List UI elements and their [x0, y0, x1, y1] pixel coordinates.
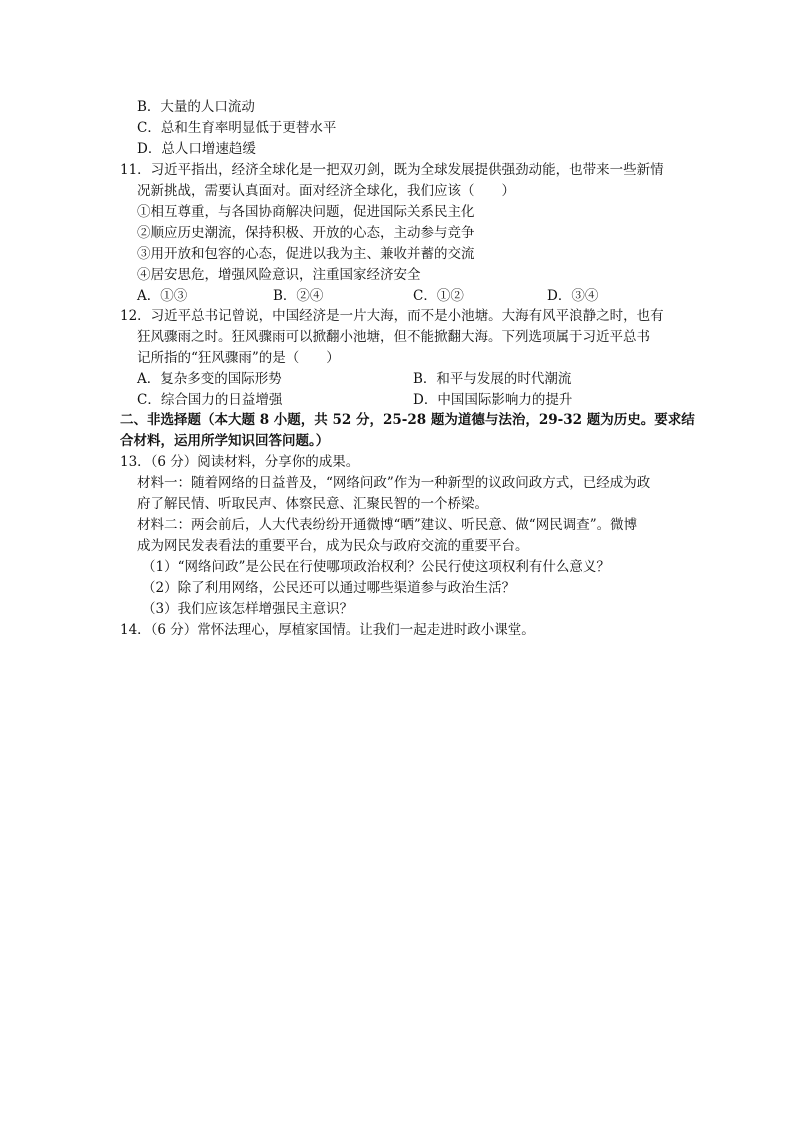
q11-option-d: D．③④: [547, 288, 599, 304]
q13-material-1-line-2: 府了解民情、听取民声、体察民意、汇聚民智的一个桥梁。: [137, 496, 488, 512]
q11-option-c: C．①②: [413, 288, 464, 304]
q12-option-b: B．和平与发展的时代潮流: [413, 371, 572, 387]
q12-option-a: A．复杂多变的国际形势: [137, 371, 282, 387]
q12-stem-line-3: 记所指的“狂风骤雨”的是（ ）: [137, 350, 340, 366]
q11-stem-line-2: 况新挑战，需要认真面对。面对经济全球化，我们应该（ ）: [137, 183, 515, 199]
q13-subquestion-1: （1）“网络问政”是公民在行使哪项政治权利？公民行使这项权利有什么意义？: [142, 559, 610, 575]
q11-item-2: ②顺应历史潮流，保持积极、开放的心态，主动参与竞争: [137, 225, 475, 241]
q11-item-1: ①相互尊重，与各国协商解决问题，促进国际关系民主化: [137, 204, 475, 220]
q11-options-row: [137, 286, 697, 306]
q12-stem-line-2: 狂风骤雨之时。狂风骤雨可以掀翻小池塘，但不能掀翻大海。下列选项属于习近平总书: [137, 329, 650, 345]
q13-subquestion-2: （2）除了利用网络，公民还可以通过哪些渠道参与政治生活？: [142, 580, 516, 596]
q12-options-row-2: [137, 390, 697, 410]
q14-stem: 14．（6 分）常怀法理心，厚植家国情。让我们一起走进时政小课堂。: [120, 622, 535, 638]
q12-option-c: C．综合国力的日益增强: [137, 392, 283, 408]
q11-item-4: ④居安思危，增强风险意识，注重国家经济安全: [137, 267, 421, 283]
q10-option-b: B．大量的人口流动: [137, 99, 255, 115]
q10-option-c: C．总和生育率明显低于更替水平: [137, 120, 337, 136]
q11-stem-line-1: 11．习近平指出，经济全球化是一把双刃剑，既为全球发展提供强劲动能，也带来一些新情: [120, 162, 664, 178]
q12-stem-line-1: 12．习近平总书记曾说，中国经济是一片大海，而不是小池塘。大海有风平浪静之时，也有: [120, 308, 664, 324]
q12-options-row-1: [137, 369, 697, 389]
q12-option-d: D．中国国际影响力的提升: [413, 392, 573, 408]
q13-material-2-line-2: 成为网民发表看法的重要平台，成为民众与政府交流的重要平台。: [137, 538, 529, 554]
q11-item-3: ③用开放和包容的心态，促进以我为主、兼收并蓄的交流: [137, 246, 475, 262]
q10-option-d: D．总人口增速趋缓: [137, 141, 256, 157]
q13-subquestion-3: （3）我们应该怎样增强民主意识？: [142, 601, 354, 617]
q11-option-b: B．②④: [273, 288, 324, 304]
q11-option-a: A．①③: [137, 288, 188, 304]
section-2-heading-line-1: 二、非选择题（本大题 8 小题，共 52 分，25-28 题为道德与法治，29-32 题为历史。要求结: [120, 412, 695, 428]
q13-material-2-line-1: 材料二：两会前后，人大代表纷纷开通微博“晒”建议、听民意、做“网民调查”。微博: [137, 517, 638, 533]
section-2-heading-line-2: 合材料，运用所学知识回答问题。）: [120, 433, 330, 449]
q13-material-1-line-1: 材料一：随着网络的日益普及，“网络问政”作为一种新型的议政问政方式，已经成为政: [137, 475, 651, 491]
q13-stem: 13．（6 分）阅读材料，分享你的成果。: [120, 454, 360, 470]
